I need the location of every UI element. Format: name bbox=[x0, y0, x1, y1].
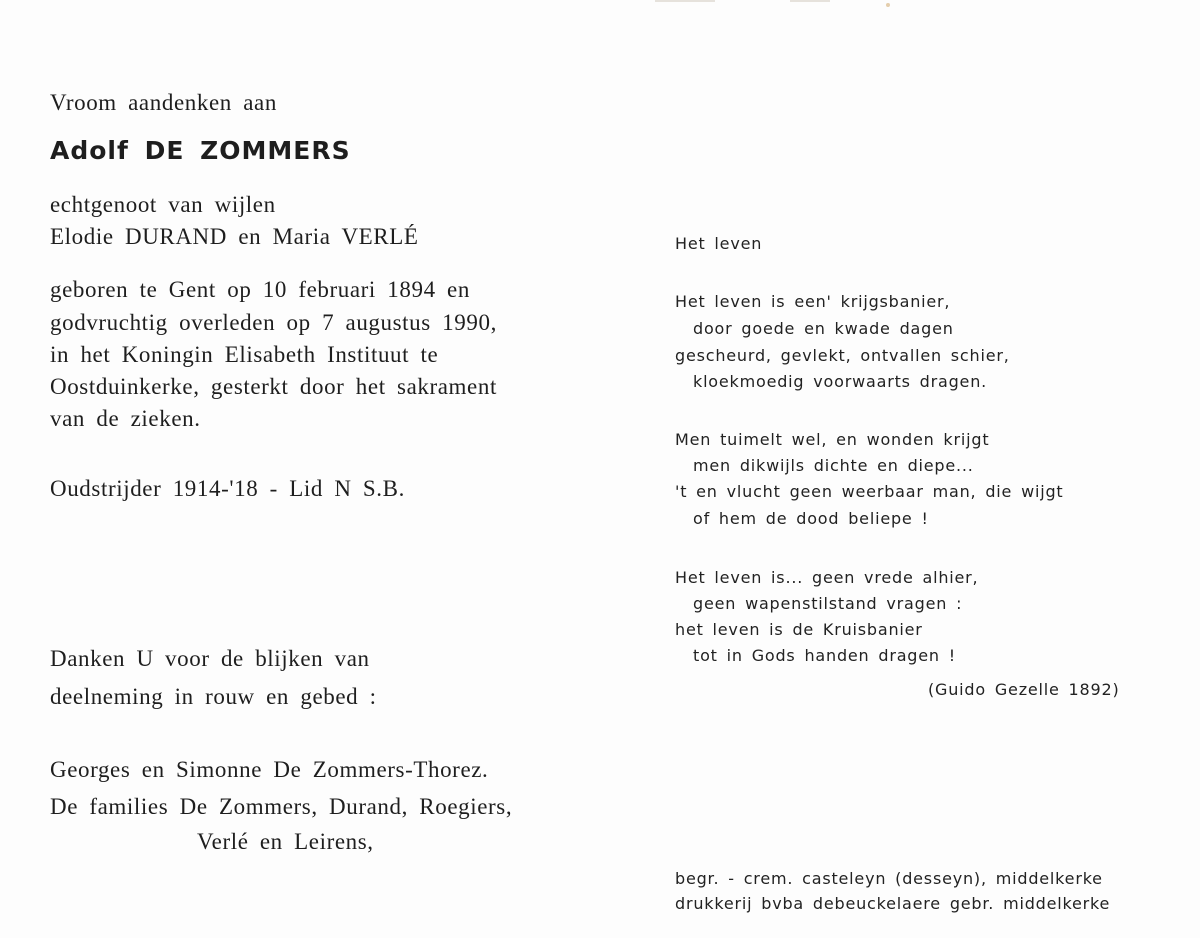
veteran-line: Oudstrijder 1914-'18 - Lid N S.B. bbox=[50, 476, 405, 501]
poem-line: Het leven is een' krijgsbanier, bbox=[675, 292, 951, 311]
printer-line: begr. - crem. casteleyn (desseyn), middelkerke bbox=[675, 869, 1103, 888]
poem-line: door goede en kwade dagen bbox=[693, 319, 954, 338]
bio-line: in het Koningin Elisabeth Instituut te bbox=[50, 342, 439, 367]
deceased-name: Adolf DE ZOMMERS bbox=[50, 136, 351, 165]
spouse-line: echtgenoot van wijlen bbox=[50, 192, 276, 217]
poem-title: Het leven bbox=[675, 234, 763, 253]
poem-line: men dikwijls dichte en diepe... bbox=[693, 456, 974, 475]
intro-text: Vroom aandenken aan bbox=[50, 90, 277, 115]
poem-line: tot in Gods handen dragen ! bbox=[693, 646, 956, 665]
poem-line: Het leven is... geen vrede alhier, bbox=[675, 568, 979, 587]
scan-edge-mark bbox=[790, 0, 830, 2]
family-line: Verlé en Leirens, bbox=[197, 829, 374, 854]
poem-line: geen wapenstilstand vragen : bbox=[693, 594, 963, 613]
spouse-names: Elodie DURAND en Maria VERLÉ bbox=[50, 224, 419, 249]
scan-edge-mark bbox=[655, 0, 715, 2]
poem-line: kloekmoedig voorwaarts dragen. bbox=[693, 372, 988, 391]
bio-line: van de zieken. bbox=[50, 406, 201, 431]
poem-line: het leven is de Kruisbanier bbox=[675, 620, 923, 639]
bio-line: godvruchtig overleden op 7 augustus 1990, bbox=[50, 310, 497, 335]
family-line: Georges en Simonne De Zommers-Thorez. bbox=[50, 757, 489, 782]
family-line: De families De Zommers, Durand, Roegiers, bbox=[50, 794, 513, 819]
thanks-line: Danken U voor de blijken van bbox=[50, 646, 370, 671]
poem-line: Men tuimelt wel, en wonden krijgt bbox=[675, 430, 990, 449]
thanks-line: deelneming in rouw en gebed : bbox=[50, 684, 377, 709]
poem-line: of hem de dood beliepe ! bbox=[693, 509, 929, 528]
bio-line: Oostduinkerke, gesterkt door het sakrament bbox=[50, 374, 497, 399]
paper-spot bbox=[886, 3, 890, 7]
poem-line: gescheurd, gevlekt, ontvallen schier, bbox=[675, 346, 1010, 365]
printer-line: drukkerij bvba debeuckelaere gebr. middelkerke bbox=[675, 894, 1111, 913]
bio-line: geboren te Gent op 10 februari 1894 en bbox=[50, 277, 470, 302]
poem-attribution: (Guido Gezelle 1892) bbox=[928, 680, 1120, 699]
poem-line: 't en vlucht geen weerbaar man, die wijgt bbox=[675, 482, 1064, 501]
